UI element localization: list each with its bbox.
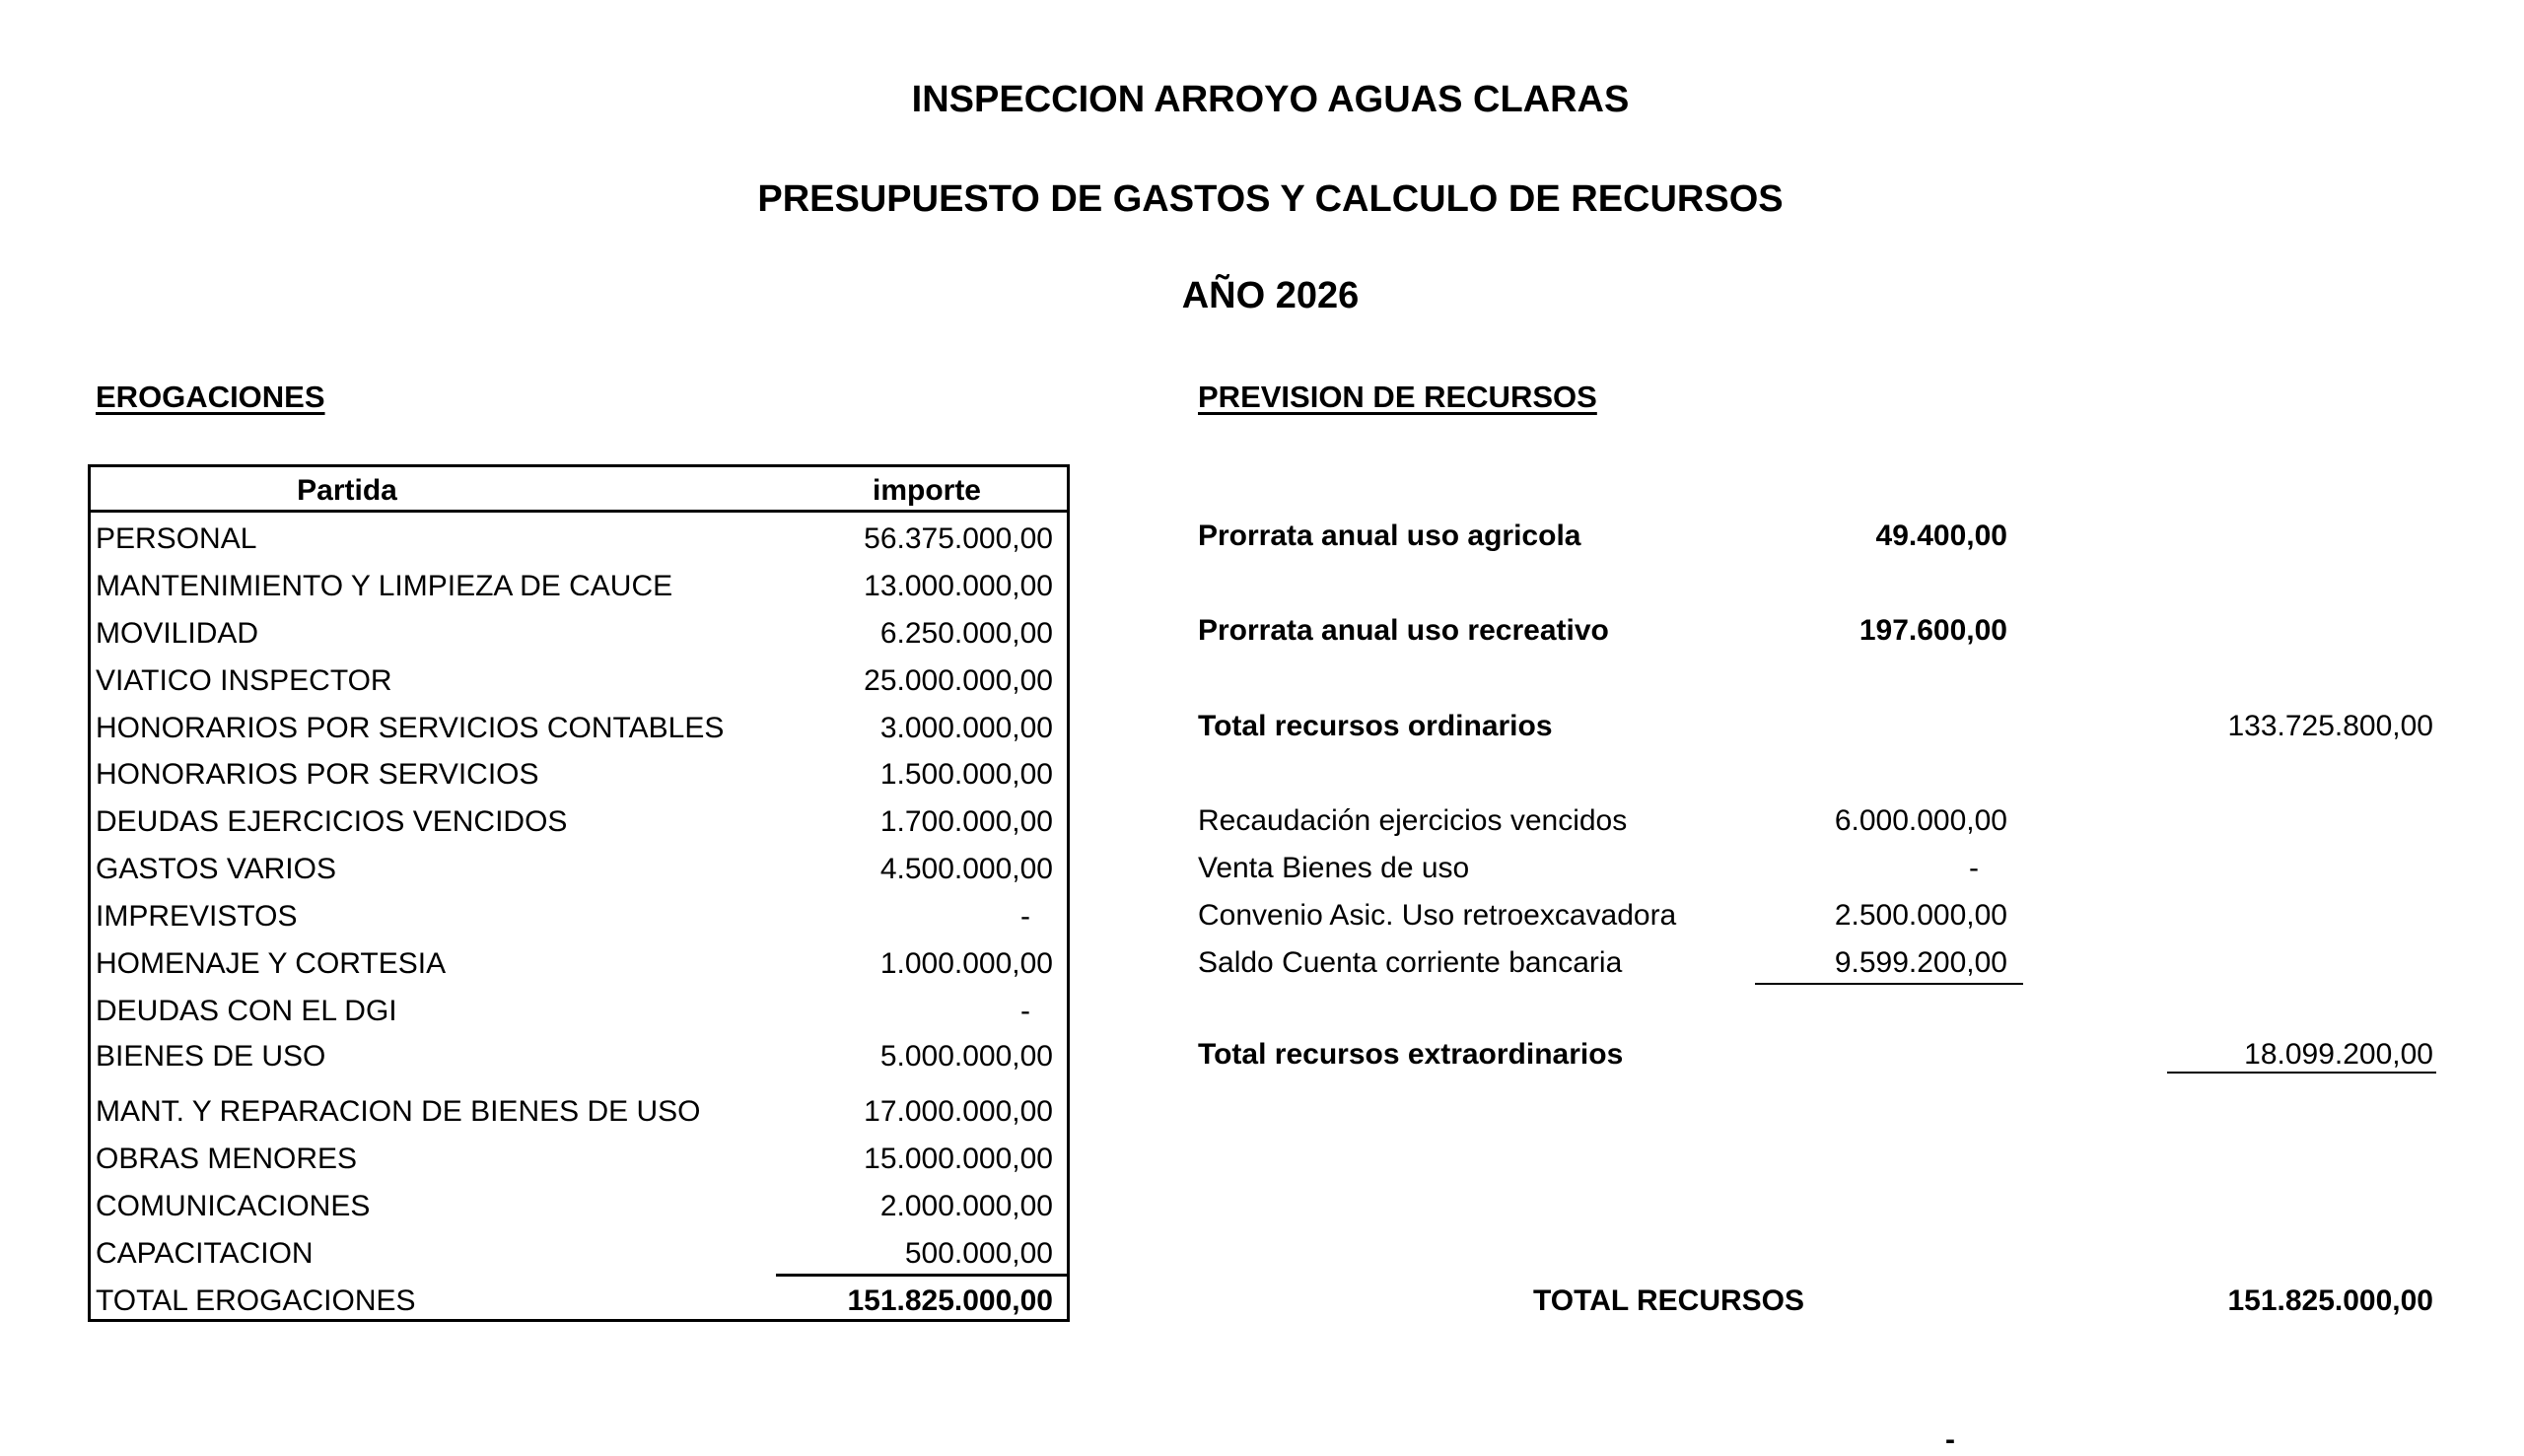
recurso-extra-value: - — [1969, 852, 1979, 884]
row-partida: OBRAS MENORES — [96, 1143, 358, 1175]
row-importe: 17.000.000,00 — [864, 1095, 1053, 1128]
document-title: PRESUPUESTO DE GASTOS Y CALCULO DE RECURSOS — [757, 178, 1784, 220]
row-importe: 500.000,00 — [904, 1237, 1053, 1270]
row-partida: PERSONAL — [96, 522, 257, 555]
column-header-partida: Partida — [297, 474, 397, 507]
row-partida: COMUNICACIONES — [96, 1190, 371, 1222]
row-partida: HONORARIOS POR SERVICIOS CONTABLES — [96, 712, 725, 744]
row-partida: HONORARIOS POR SERVICIOS — [96, 758, 539, 791]
total-extraordinarios-label: Total recursos extraordinarios — [1198, 1038, 1624, 1071]
recurso-extra-label: Convenio Asic. Uso retroexcavadora — [1198, 899, 1677, 932]
row-importe: - — [1020, 995, 1030, 1027]
row-importe: 1.000.000,00 — [879, 947, 1053, 980]
total-erogaciones-value: 151.825.000,00 — [847, 1284, 1053, 1317]
trailing-dash-mark: - — [1945, 1423, 1955, 1456]
total-recursos-label: TOTAL RECURSOS — [1533, 1284, 1805, 1317]
recurso-extra-value: 2.500.000,00 — [1834, 899, 2007, 932]
year-title: AÑO 2026 — [1181, 275, 1360, 316]
recursos-heading: PREVISION DE RECURSOS — [1198, 380, 1597, 414]
row-importe: 2.000.000,00 — [879, 1190, 1053, 1222]
total-extraordinarios-rule — [2167, 1072, 2436, 1074]
row-importe: 15.000.000,00 — [864, 1143, 1053, 1175]
row-partida: MOVILIDAD — [96, 617, 259, 650]
row-importe: 25.000.000,00 — [864, 664, 1053, 697]
recurso-ordinario-label: Prorrata anual uso recreativo — [1198, 614, 1609, 647]
row-importe: 56.375.000,00 — [864, 522, 1053, 555]
subtotal-rule — [776, 1274, 1070, 1277]
row-partida: VIATICO INSPECTOR — [96, 664, 392, 697]
row-partida: BIENES DE USO — [96, 1040, 326, 1073]
recurso-ordinario-label: Prorrata anual uso agricola — [1198, 520, 1581, 552]
row-partida: DEUDAS EJERCICIOS VENCIDOS — [96, 805, 568, 838]
column-header-importe: importe — [872, 474, 981, 507]
recurso-extra-value: 9.599.200,00 — [1834, 946, 2007, 979]
recurso-extra-value: 6.000.000,00 — [1834, 804, 2007, 837]
recurso-extra-label: Venta Bienes de uso — [1198, 852, 1470, 884]
total-erogaciones-label: TOTAL EROGACIONES — [96, 1284, 416, 1317]
extraordinarios-subtotal-rule — [1755, 983, 2023, 985]
total-ordinarios-label: Total recursos ordinarios — [1198, 710, 1553, 742]
row-importe: 13.000.000,00 — [864, 570, 1053, 602]
recurso-ordinario-value: 197.600,00 — [1858, 614, 2007, 647]
row-partida: GASTOS VARIOS — [96, 853, 336, 885]
row-partida: HOMENAJE Y CORTESIA — [96, 947, 447, 980]
row-partida: MANT. Y REPARACION DE BIENES DE USO — [96, 1095, 701, 1128]
row-importe: - — [1020, 900, 1030, 933]
erogaciones-heading: EROGACIONES — [96, 380, 325, 414]
row-importe: 5.000.000,00 — [879, 1040, 1053, 1073]
row-importe: 6.250.000,00 — [879, 617, 1053, 650]
total-extraordinarios-value: 18.099.200,00 — [2244, 1038, 2433, 1071]
row-partida: CAPACITACION — [96, 1237, 314, 1270]
org-title: INSPECCION ARROYO AGUAS CLARAS — [911, 79, 1630, 120]
recurso-extra-label: Saldo Cuenta corriente bancaria — [1198, 946, 1623, 979]
table-header-divider — [88, 510, 1070, 513]
row-importe: 1.500.000,00 — [879, 758, 1053, 791]
recurso-extra-label: Recaudación ejercicios vencidos — [1198, 804, 1628, 837]
row-importe: 1.700.000,00 — [879, 805, 1053, 838]
total-recursos-value: 151.825.000,00 — [2227, 1284, 2433, 1317]
row-partida: MANTENIMIENTO Y LIMPIEZA DE CAUCE — [96, 570, 673, 602]
row-importe: 4.500.000,00 — [879, 853, 1053, 885]
row-importe: 3.000.000,00 — [879, 712, 1053, 744]
recurso-ordinario-value: 49.400,00 — [1875, 520, 2007, 552]
row-partida: DEUDAS CON EL DGI — [96, 995, 397, 1027]
total-ordinarios-value: 133.725.800,00 — [2227, 710, 2433, 742]
row-partida: IMPREVISTOS — [96, 900, 298, 933]
